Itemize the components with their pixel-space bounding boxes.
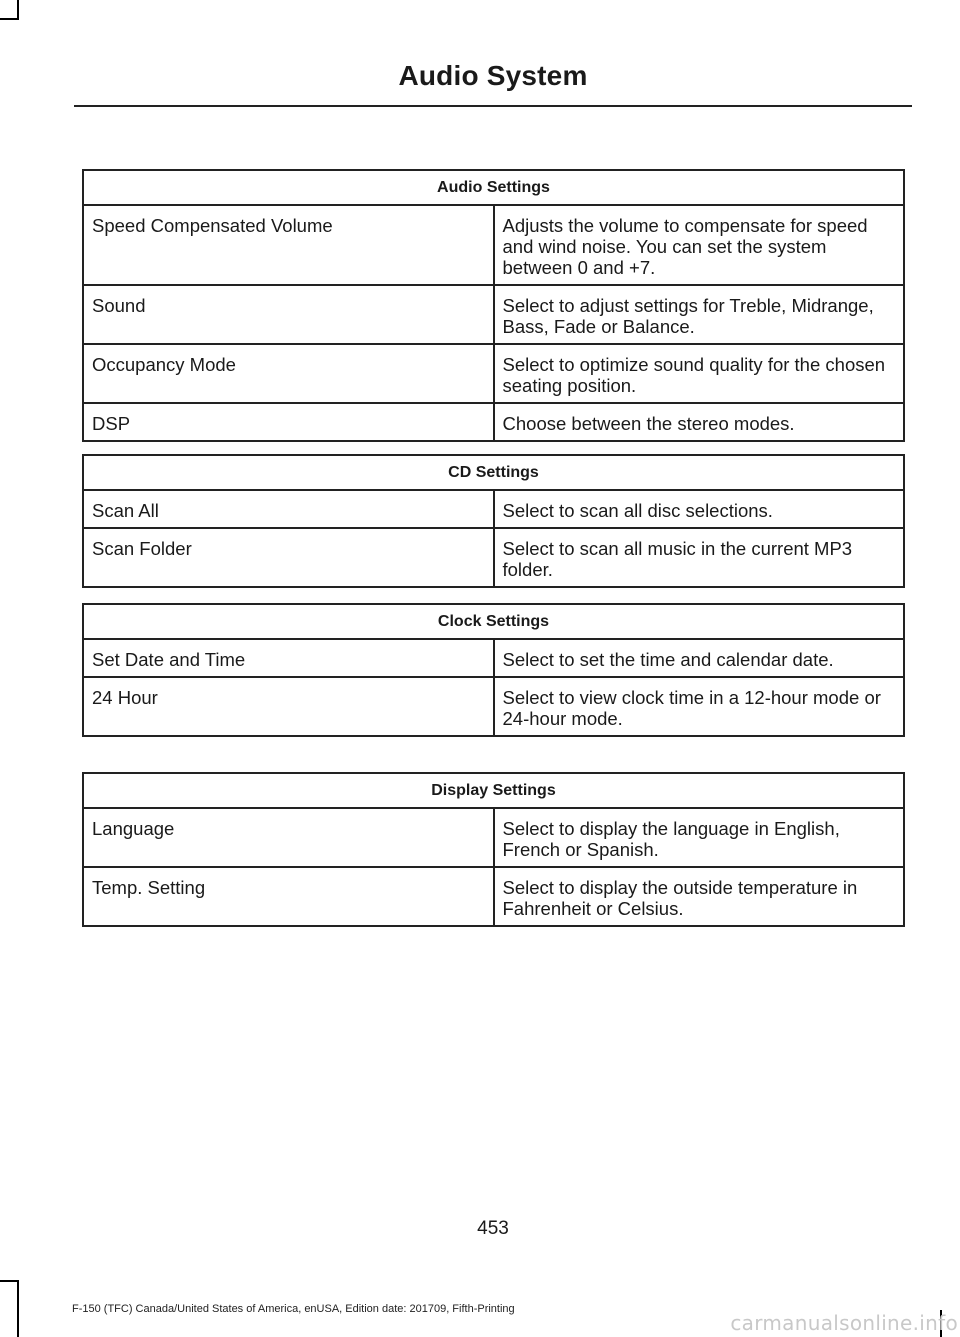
setting-description: Select to scan all music in the current MP3 folder. (494, 528, 905, 587)
setting-name: Temp. Setting (83, 867, 494, 926)
setting-name: Scan Folder (83, 528, 494, 587)
table-row (83, 205, 904, 285)
table-row (83, 344, 904, 403)
setting-name: Set Date and Time (83, 639, 494, 677)
display-settings-table (82, 772, 905, 927)
edition-footer: F-150 (TFC) Canada/United States of America, enUSA, Edition date: 201709, Fifth-Printing (72, 1303, 515, 1315)
setting-name: 24 Hour (83, 677, 494, 736)
crop-mark (0, 1280, 19, 1282)
table-row (83, 403, 904, 441)
watermark: carmanualsonline.info (730, 1311, 958, 1335)
title-divider (74, 105, 912, 107)
setting-description: Adjusts the volume to compensate for speed and wind noise. You can set the system between 0 and +7. (494, 205, 905, 285)
page-title: Audio System (398, 60, 588, 91)
table-title: CD Settings (83, 455, 904, 490)
setting-name: Sound (83, 285, 494, 344)
setting-description: Select to view clock time in a 12-hour mode or 24-hour mode. (494, 677, 905, 736)
setting-name: Scan All (83, 490, 494, 528)
table-row (83, 677, 904, 736)
table-row (83, 490, 904, 528)
crop-mark (0, 18, 19, 20)
table-title: Display Settings (83, 773, 904, 808)
clock-settings-table (82, 603, 905, 737)
table-row (83, 639, 904, 677)
setting-description: Select to adjust settings for Treble, Midrange, Bass, Fade or Balance. (494, 285, 905, 344)
crop-mark (17, 1280, 19, 1337)
cd-settings-table (82, 454, 905, 588)
page-number: 453 (477, 1218, 509, 1239)
table-title: Audio Settings (83, 170, 904, 205)
setting-description: Choose between the stereo modes. (494, 403, 905, 441)
setting-name: DSP (83, 403, 494, 441)
setting-description: Select to set the time and calendar date. (494, 639, 905, 677)
setting-name: Occupancy Mode (83, 344, 494, 403)
table-row (83, 285, 904, 344)
table-row (83, 528, 904, 587)
table-row (83, 808, 904, 867)
table-row (83, 867, 904, 926)
audio-settings-table (82, 169, 905, 442)
setting-name: Language (83, 808, 494, 867)
setting-description: Select to display the language in English, French or Spanish. (494, 808, 905, 867)
setting-name: Speed Compensated Volume (83, 205, 494, 285)
crop-mark (17, 0, 19, 20)
table-title: Clock Settings (83, 604, 904, 639)
setting-description: Select to display the outside temperature in Fahrenheit or Celsius. (494, 867, 905, 926)
setting-description: Select to optimize sound quality for the chosen seating position. (494, 344, 905, 403)
setting-description: Select to scan all disc selections. (494, 490, 905, 528)
